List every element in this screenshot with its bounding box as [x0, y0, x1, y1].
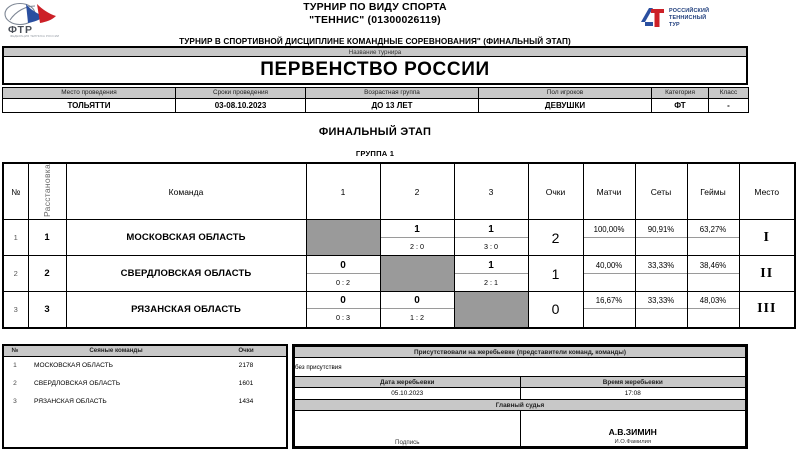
- table-row: [3, 292, 795, 328]
- info-value-age: ДО 13 ЛЕТ: [306, 99, 479, 113]
- svg-text:ФТР: ФТР: [8, 24, 33, 36]
- draw-datetime-value-row: [295, 388, 746, 400]
- col-header-opponent-2: 2: [380, 163, 454, 220]
- bottom-section: [2, 344, 748, 449]
- match-result: 1: [455, 221, 528, 238]
- row-points: 1: [528, 256, 583, 292]
- match-cell[interactable]: [380, 292, 454, 328]
- col-header-games: Геймы: [687, 163, 739, 220]
- row-seed: 3: [28, 292, 66, 328]
- draw-judge-header: Главный судья: [295, 400, 746, 411]
- table-row: [3, 220, 795, 256]
- seeded-points: 1601: [238, 379, 254, 387]
- draw-info-table: [294, 346, 746, 447]
- svg-text:ФЕДЕРАЦИЯ ТЕННИСА РОССИИ: ФЕДЕРАЦИЯ ТЕННИСА РОССИИ: [10, 34, 60, 38]
- info-header-gender: Пол игроков: [479, 88, 652, 99]
- row-matches-pct: [583, 292, 635, 328]
- judge-name: А.В.ЗИМИН: [608, 427, 657, 437]
- seeded-team: РЯЗАНСКАЯ ОБЛАСТЬ: [34, 397, 107, 405]
- games-pct-value: 38,46%: [688, 257, 739, 274]
- draw-judge-header-row: [295, 400, 746, 411]
- seeded-points: 1434: [238, 397, 254, 405]
- sets-pct-spacer: [636, 274, 687, 291]
- draw-attendees-header-row: [295, 347, 746, 358]
- games-pct-spacer: [688, 238, 739, 255]
- header-title-line1: ТУРНИР ПО ВИДУ СПОРТА: [303, 1, 447, 13]
- group-title: ГРУППА 1: [355, 149, 395, 158]
- info-header-venue: Место проведения: [3, 88, 176, 99]
- row-num: 1: [3, 220, 28, 256]
- match-score: 1 : 2: [410, 313, 424, 323]
- match-cell-self: [380, 256, 454, 292]
- info-header-age: Возрастная группа: [306, 88, 479, 99]
- row-matches-pct: [583, 256, 635, 292]
- match-score: 0 : 3: [336, 313, 350, 323]
- games-pct-value: 63,27%: [688, 221, 739, 238]
- row-games-pct: [687, 256, 739, 292]
- rtt-mark-icon: [640, 6, 666, 30]
- draw-attendees-value: без присутствия: [295, 358, 746, 377]
- row-seed: 2: [28, 256, 66, 292]
- match-result: 0: [307, 292, 380, 309]
- info-header-row: [3, 88, 749, 99]
- russian-tennis-tour-logo: [640, 2, 744, 34]
- draw-signature-row: [295, 411, 746, 447]
- draw-attendees-header: Присутствовали на жеребьевке (представители команд, команды): [295, 347, 746, 358]
- row-games-pct: [687, 292, 739, 328]
- seeded-teams-panel: [2, 344, 288, 449]
- match-score: 0 : 2: [336, 277, 350, 287]
- sets-pct-spacer: [636, 309, 687, 326]
- match-cell[interactable]: [306, 256, 380, 292]
- matches-pct-value: 40,00%: [584, 257, 635, 274]
- sets-pct-value: 33,33%: [636, 292, 687, 309]
- seeded-header-teams: Сеяные команды: [26, 346, 206, 356]
- sets-pct-value: 33,33%: [636, 257, 687, 274]
- match-cell[interactable]: [306, 292, 380, 328]
- games-pct-spacer: [688, 274, 739, 291]
- row-sets-pct: [635, 256, 687, 292]
- games-pct-spacer: [688, 309, 739, 326]
- match-score: 3 : 0: [484, 241, 498, 251]
- match-result: 1: [455, 257, 528, 274]
- col-header-opponent-3: 3: [454, 163, 528, 220]
- matches-pct-value: 16,67%: [584, 292, 635, 309]
- seeded-teams-table: [4, 346, 286, 410]
- info-header-dates: Сроки проведения: [176, 88, 306, 99]
- tournament-name-label: Название турнира: [4, 48, 746, 57]
- rtt-text-line3: ТУР: [669, 21, 680, 28]
- info-header-category: Категория: [652, 88, 709, 99]
- draw-date-value: 05.10.2023: [295, 388, 521, 400]
- col-header-num: №: [3, 163, 28, 220]
- row-team: МОСКОВСКАЯ ОБЛАСТЬ: [66, 220, 306, 256]
- col-header-matches: Матчи: [583, 163, 635, 220]
- table-row: [3, 256, 795, 292]
- standings-header-row: [3, 163, 795, 220]
- seeded-header-points: Очки: [206, 346, 286, 356]
- row-points: 2: [528, 220, 583, 256]
- col-header-team: Команда: [66, 163, 306, 220]
- draw-time-header: Время жеребьевки: [520, 377, 746, 388]
- header-title-line2: "ТЕННИС" (01300026119): [309, 14, 441, 26]
- row-matches-pct: [583, 220, 635, 256]
- judge-block: [520, 411, 746, 447]
- list-item: [4, 374, 286, 392]
- col-header-sets: Сеты: [635, 163, 687, 220]
- standings-table-wrap: [2, 162, 780, 329]
- tournament-name-value: ПЕРВЕНСТВО РОССИИ: [260, 59, 490, 80]
- row-place: III: [739, 292, 795, 328]
- row-team: РЯЗАНСКАЯ ОБЛАСТЬ: [66, 292, 306, 328]
- rtt-text-line2: ТЕННИСНЫЙ: [669, 14, 707, 21]
- match-result: 0: [307, 257, 380, 274]
- signature-label: Подпись: [295, 411, 521, 447]
- match-cell[interactable]: [380, 220, 454, 256]
- info-value-venue: ТОЛЬЯТТИ: [3, 99, 176, 113]
- rtt-text-line1: РОССИЙСКИЙ: [669, 7, 710, 14]
- col-header-place: Место: [739, 163, 795, 220]
- judge-name-sublabel: И.О.Фамилия: [614, 439, 651, 445]
- draw-time-value: 17:08: [520, 388, 746, 400]
- seeded-team: МОСКОВСКАЯ ОБЛАСТЬ: [34, 361, 113, 369]
- matches-pct-spacer: [584, 309, 635, 326]
- header-titles: [0, 1, 750, 48]
- tournament-name-band: [2, 46, 748, 85]
- matches-pct-spacer: [584, 238, 635, 255]
- row-place: II: [739, 256, 795, 292]
- draw-datetime-header-row: [295, 377, 746, 388]
- sets-pct-value: 90,91%: [636, 221, 687, 238]
- games-pct-value: 48,03%: [688, 292, 739, 309]
- seeded-header-num: №: [4, 346, 26, 356]
- row-points: 0: [528, 292, 583, 328]
- info-value-class: -: [709, 99, 749, 113]
- match-cell[interactable]: [454, 220, 528, 256]
- col-header-seeding: [28, 163, 66, 220]
- match-cell-self: [454, 292, 528, 328]
- row-num: 3: [3, 292, 28, 328]
- col-header-points: Очки: [528, 163, 583, 220]
- row-num: 2: [3, 256, 28, 292]
- info-header-class: Класс: [709, 88, 749, 99]
- seeded-num: 3: [13, 397, 17, 405]
- matches-pct-value: 100,00%: [584, 221, 635, 238]
- match-result: 1: [381, 221, 454, 238]
- stage-title: ФИНАЛЬНЫЙ ЭТАП: [318, 126, 432, 138]
- list-item: [4, 392, 286, 410]
- seeded-num: 1: [13, 361, 17, 369]
- col-header-opponent-1: 1: [306, 163, 380, 220]
- list-item: [4, 356, 286, 374]
- info-value-category: ФТ: [652, 99, 709, 113]
- row-place: I: [739, 220, 795, 256]
- matches-pct-spacer: [584, 274, 635, 291]
- rtt-logo-text: [669, 8, 709, 29]
- seeded-header-row: [4, 346, 286, 356]
- row-sets-pct: [635, 292, 687, 328]
- sets-pct-spacer: [636, 238, 687, 255]
- header-subtitle: ТУРНИР В СПОРТИВНОЙ ДИСЦИПЛИНЕ КОМАНДНЫЕ СОРЕВНОВАНИЯ" (ФИНАЛЬНЫЙ ЭТАП): [179, 37, 571, 46]
- seeded-num: 2: [13, 379, 17, 387]
- match-score: 2 : 0: [410, 241, 424, 251]
- row-seed: 1: [28, 220, 66, 256]
- row-sets-pct: [635, 220, 687, 256]
- page-header: [0, 0, 750, 46]
- seeded-points: 2178: [238, 361, 254, 369]
- standings-table: [2, 162, 796, 329]
- draw-date-header: Дата жеребьевки: [295, 377, 521, 388]
- match-cell-self: [306, 220, 380, 256]
- match-result: 0: [381, 292, 454, 309]
- seeded-team: СВЕРДЛОВСКАЯ ОБЛАСТЬ: [34, 379, 121, 387]
- draw-info-panel: [292, 344, 748, 449]
- row-team: СВЕРДЛОВСКАЯ ОБЛАСТЬ: [66, 256, 306, 292]
- match-cell[interactable]: [454, 256, 528, 292]
- col-header-seeding-label: Расстановка: [42, 164, 52, 218]
- draw-attendees-value-row: [295, 358, 746, 377]
- info-value-row: [3, 99, 749, 113]
- match-score: 2 : 1: [484, 277, 498, 287]
- info-value-dates: 03-08.10.2023: [176, 99, 306, 113]
- info-value-gender: ДЕВУШКИ: [479, 99, 652, 113]
- tournament-info-table: [2, 87, 749, 113]
- row-games-pct: [687, 220, 739, 256]
